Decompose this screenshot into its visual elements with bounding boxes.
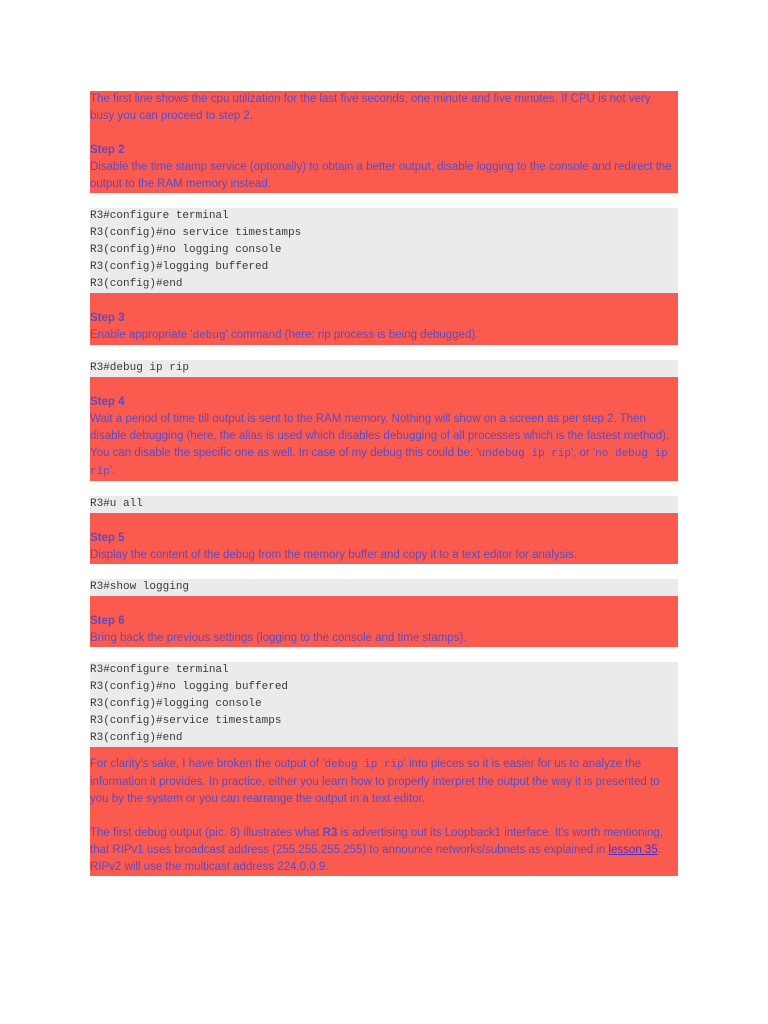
router-name: R3 (322, 827, 338, 839)
code-line: R3(config)#no logging console (90, 244, 282, 256)
code-line: R3#u all (90, 498, 143, 510)
step-4-heading: Step 4 (90, 396, 125, 408)
intro-block (90, 91, 678, 193)
code-line: R3#show logging (90, 581, 190, 593)
closing-block (90, 747, 678, 876)
closing-text-a: For clarity's sake, I have broken the output of ' (90, 758, 325, 770)
step-2-text: Disable the time stamp service (optionally) to obtain a better output, disable logging to the console and redirect the output to the RAM memory instead. (90, 161, 672, 190)
closing-text-e: . RIPv2 will use the multicast address 224.0.0.9. (90, 844, 661, 873)
step-5-text: Display the content of the debug from the memory buffer and copy it to a text editor for analysis. (90, 549, 577, 561)
intro-paragraph: The first line shows the cpu utilization for the last five seconds, one minute and five minutes. If CPU is not very busy you can proceed to step 2. (90, 93, 651, 122)
code-line: R3(config)#logging console (90, 698, 262, 710)
step-4-text-a: Wait a period of time till output is sent to the RAM memory. Nothing will show on a screen as per step 2. Then disable debugging (here, the alias is used which disables debugging of all processes which is the fastest method). You can disable the specific one as well. In case of my debug this could be: ' (90, 413, 670, 459)
code-block-show-logging (90, 579, 678, 596)
closing-text-b: ' into pieces so it is easier for us to analyze the information it provides. In practice, either you learn how to properly interpret the output the way it is presented to you by the system or you can rearrange the output in a text editor. (90, 758, 660, 805)
closing-paragraph-1 (90, 756, 678, 808)
step-4-block (90, 377, 678, 481)
code-line: R3#configure terminal (90, 210, 229, 222)
code-line: R3(config)#end (90, 278, 183, 290)
code-block-config-1 (90, 208, 678, 293)
step-6-text: Bring back the previous settings (logging to the console and time stamps). (90, 632, 467, 644)
step-4-text-b: ', or ' (570, 447, 596, 459)
code-line: R3#debug ip rip (90, 362, 190, 374)
code-block-undebug (90, 496, 678, 513)
step-5-block (90, 513, 678, 564)
document-page (90, 91, 678, 876)
code-line: R3(config)#no logging buffered (90, 681, 289, 693)
step-3-text (90, 327, 678, 345)
step-3-text-a: Enable appropriate ' (90, 329, 193, 341)
inline-code: debug (192, 330, 226, 342)
inline-code: no debug ip rip (90, 448, 668, 478)
step-6-block (90, 596, 678, 647)
closing-text-d: is advertising out its Loopback1 interface. It's worth mentioning, that RIPv1 uses broadcast address (255.255.255.255) to announce networks/subnets as explained in (90, 827, 664, 856)
lesson-link[interactable]: lesson 35 (608, 844, 658, 856)
code-line: R3(config)#logging buffered (90, 261, 269, 273)
step-3-heading: Step 3 (90, 312, 125, 324)
code-line: R3(config)#end (90, 732, 183, 744)
code-line: R3#configure terminal (90, 664, 229, 676)
step-4-text-c: '. (109, 465, 116, 477)
closing-text-c: The first debug output (pic. 8) illustrates what (90, 827, 323, 839)
inline-code: undebug ip rip (478, 448, 571, 460)
step-2-heading: Step 2 (90, 144, 125, 156)
inline-code: debug ip rip (324, 759, 404, 771)
closing-paragraph-2 (90, 825, 678, 876)
step-3-block (90, 293, 678, 345)
code-block-debug (90, 360, 678, 377)
code-line: R3(config)#no service timestamps (90, 227, 302, 239)
code-line: R3(config)#service timestamps (90, 715, 282, 727)
code-block-config-2 (90, 662, 678, 747)
step-4-text (90, 411, 678, 481)
step-3-text-b: ' command (here: rip process is being debugged). (225, 329, 479, 341)
step-6-heading: Step 6 (90, 615, 125, 627)
step-5-heading: Step 5 (90, 532, 125, 544)
